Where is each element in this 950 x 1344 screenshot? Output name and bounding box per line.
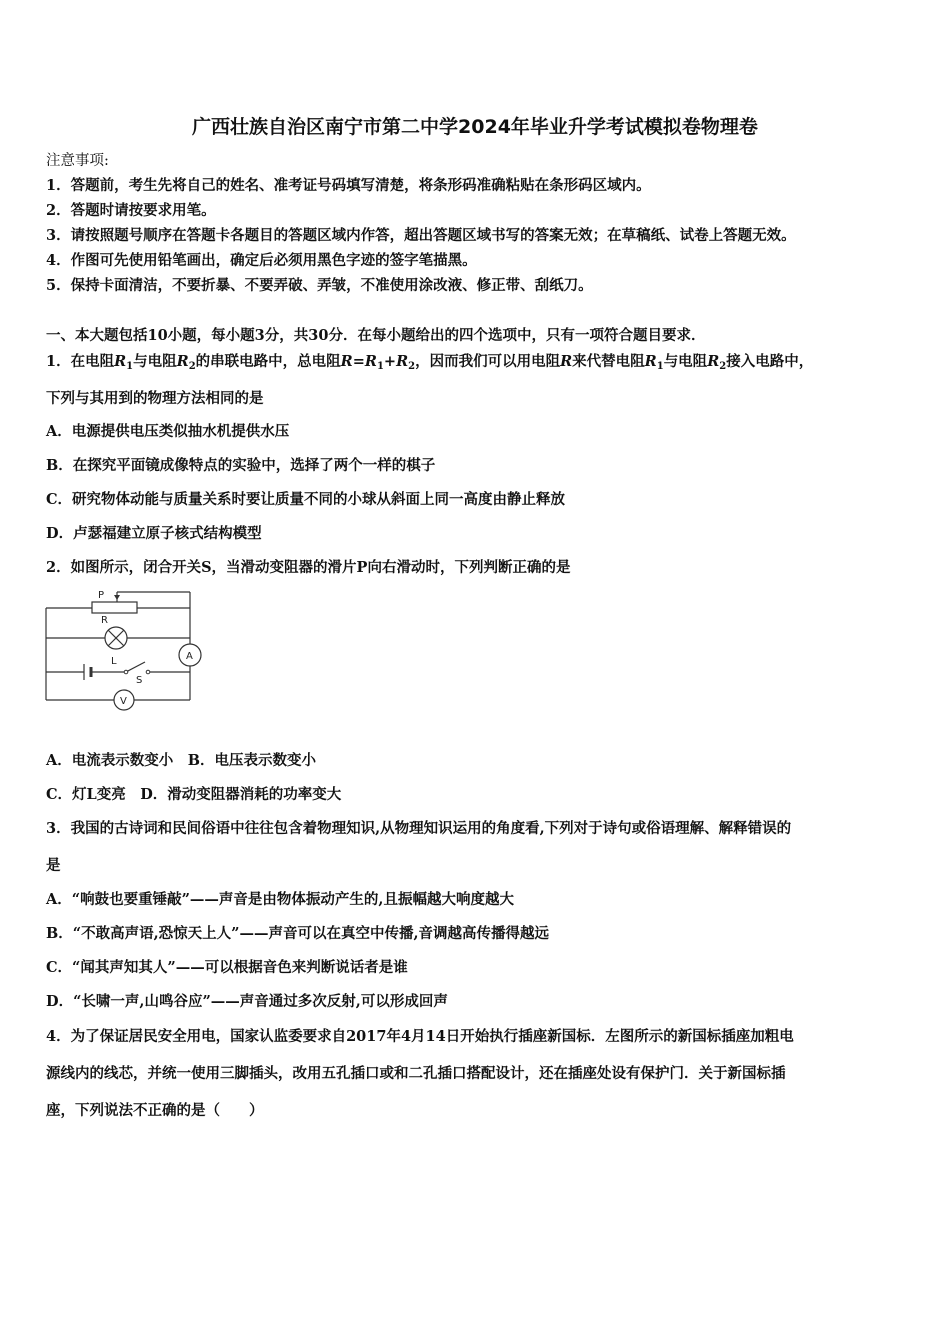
label-v: V (120, 696, 127, 707)
q3-option-b: B．“不敢高声语,恐惊天上人”——声音可以在真空中传播,音调越高传播得越远 (46, 925, 550, 942)
circuit-diagram (44, 588, 209, 718)
q1-option-b: B．在探究平面镜成像特点的实验中，选择了两个一样的棋子 (46, 457, 436, 474)
rheostat-resistor (92, 602, 137, 613)
q1-stem-cont: 下列与其用到的物理方法相同的是 (46, 390, 264, 407)
q3-option-a: A．“响鼓也要重锤敲”——声音是由物体振动产生的,且振幅越大响度越大 (46, 891, 514, 908)
note-item: 3．请按照题号顺序在答题卡各题目的答题区域内作答，超出答题区域书写的答案无效；在草稿纸、试卷上答题无效。 (46, 227, 796, 244)
note-item: 4．作图可先使用铅笔画出，确定后必须用黑色字迹的签字笔描黑。 (46, 252, 477, 269)
q1-option-a: A．电源提供电压类似抽水机提供水压 (46, 423, 290, 440)
exam-title: 广西壮族自治区南宁市第二中学2024年毕业升学考试模拟卷物理卷 (192, 116, 758, 138)
note-item: 1．答题前，考生先将自己的姓名、准考证号码填写清楚，将条形码准确粘贴在条形码区域内。 (46, 177, 651, 194)
label-r: R (101, 615, 108, 626)
q2-stem: 2．如图所示，闭合开关S，当滑动变阻器的滑片P向右滑动时，下列判断正确的是 (46, 559, 571, 576)
q1-option-c: C．研究物体动能与质量关系时要让质量不同的小球从斜面上同一高度由静止释放 (46, 491, 566, 508)
note-item: 2．答题时请按要求用笔。 (46, 202, 216, 219)
q4-stem-cont: 源线内的线芯，并统一使用三脚插头，改用五孔插口或和二孔插口搭配设计，还在插座处设有保护门．关于新国标插 (46, 1065, 786, 1082)
q2-options-ab: A．电流表示数变小 B．电压表示数变小 (46, 752, 317, 769)
q1-option-d: D．卢瑟福建立原子核式结构模型 (46, 525, 262, 542)
label-s: S (136, 675, 143, 686)
note-item: 5．保持卡面清洁，不要折暴、不要弄破、弄皱，不准使用涂改液、修正带、刮纸刀。 (46, 277, 593, 294)
q3-option-c: C．“闻其声知其人”——可以根据音色来判断说话者是谁 (46, 959, 408, 976)
q3-stem-cont: 是 (46, 857, 61, 874)
slider-arrow (114, 595, 120, 600)
switch-contact (146, 670, 150, 674)
q3-stem: 3．我国的古诗词和民间俗语中往往包含着物理知识,从物理知识运用的角度看,下列对于诗句或俗语理解、解释错误的 (46, 820, 792, 837)
q1-stem: 1．在电阻$R_1$与电阻$R_2$的串联电路中，总电阻$R=R_1+R_2$，因而我们可以用电阻R来代替电阻$R_1$与电阻$R_2$接入电路中， (46, 353, 814, 372)
q2-options-cd: C．灯L变亮 D．滑动变阻器消耗的功率变大 (46, 786, 342, 803)
section-heading: 一、本大题包括10小题，每小题3分，共30分．在每小题给出的四个选项中，只有一项符合题目要求． (46, 327, 706, 344)
label-a: A (186, 651, 193, 662)
notes-heading: 注意事项: (46, 153, 109, 169)
q3-option-d: D．“长啸一声,山鸣谷应”——声音通过多次反射,可以形成回声 (46, 993, 448, 1010)
label-p: P (98, 590, 105, 601)
switch-contact (124, 670, 128, 674)
q4-stem: 4．为了保证居民安全用电，国家认监委要求自2017年4月14日开始执行插座新国标．左图所示的新国标插座加粗电 (46, 1028, 794, 1045)
label-l: L (111, 656, 117, 667)
q4-stem-cont: 座，下列说法不正确的是（ ） (46, 1102, 264, 1119)
